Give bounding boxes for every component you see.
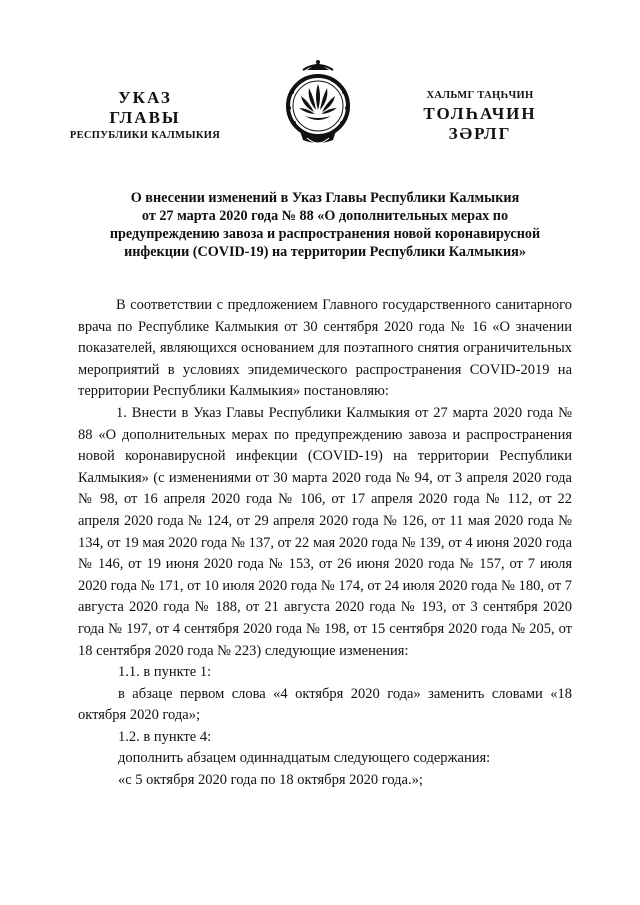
item-1-2-text-paragraph: дополнить абзацем одиннадцатым следующего содержания: — [118, 750, 491, 767]
header-right-kalmyk — [405, 88, 555, 144]
item-1-2-quote-paragraph: «с 5 октября 2020 года по 18 октября 2020 года.»; — [118, 772, 423, 789]
document-body — [78, 295, 572, 792]
item-1-1-text-paragraph: в абзаце первом слова «4 октября 2020 года» заменить словами «18 октября 2020 года»; — [78, 685, 572, 724]
header-left-line-1: УКАЗ — [118, 88, 172, 107]
item-1-paragraph: 1. Внести в Указ Главы Республики Калмыкия от 27 марта 2020 года № 88 «О дополнительных мерах по предупреждению завоза и распространения новой коронавирусной инфекции (COVID-19) на территории Республики Калмыкия» (с изменениями от 30 марта 2020 года № 94, от 3 апреля 2020 года № 98, от 16 апреля 2020 года № 106, от 17 апреля 2020 года № 112, от 22 апреля 2020 года № 124, от 29 апреля 2020 года № 126, от 11 мая 2020 года № 134, от 19 мая 2020 года № 137, от 22 мая 2020 года № 139, от 4 июня 2020 года № 146, от 19 июня 2020 года № 153, от 26 июня 2020 года № 157, от 7 июля 2020 года № 171, от 10 июля 2020 года № 174, от 24 июля 2020 года № 180, от 7 августа 2020 года № 188, от 21 августа 2020 года № 193, от 3 сентября 2020 года № 197, от 4 сентября 2020 года № 198, от 15 сентября 2020 года № 205, от 18 сентября 2020 года № 223) следующие изменения: — [78, 404, 572, 659]
title-line-4: инфекции (COVID-19) на территории Республики Калмыкия» — [124, 244, 526, 260]
header-right-line-3: ЗӘРЛГ — [448, 124, 512, 143]
title-line-3: предупреждению завоза и распространения новой коронавирусной — [109, 226, 541, 242]
header-left-line-2: ГЛАВЫ — [109, 108, 181, 127]
preamble-paragraph: В соответствии с предложением Главного государственного санитарного врача по Республике Калмыкия от 30 сентября 2020 года № 16 «О значении показателей, являющихся основанием для поэтапного снятия ограничительных мероприятий в условиях эпидемического распространения COVID-2019 на территории Республики Калмыкия» постановляю: — [78, 297, 572, 400]
header-right-line-2: ТОЛҺАЧИН — [423, 104, 537, 123]
header-right-line-1: ХАЛЬМГ ТАҢҺЧИН — [426, 90, 534, 101]
title-line-2: от 27 марта 2020 года № 88 «О дополнительных мерах по — [141, 208, 509, 224]
document-title — [95, 189, 555, 261]
title-line-1: О внесении изменений в Указ Главы Республики Калмыкия — [130, 190, 520, 206]
item-1-2-paragraph: 1.2. в пункте 4: — [118, 728, 212, 745]
item-1-1-paragraph: 1.1. в пункте 1: — [118, 664, 212, 681]
coat-of-arms-icon — [285, 58, 351, 150]
header-left-line-3: РЕСПУБЛИКИ КАЛМЫКИЯ — [69, 130, 221, 141]
header-left-russian — [60, 88, 230, 144]
